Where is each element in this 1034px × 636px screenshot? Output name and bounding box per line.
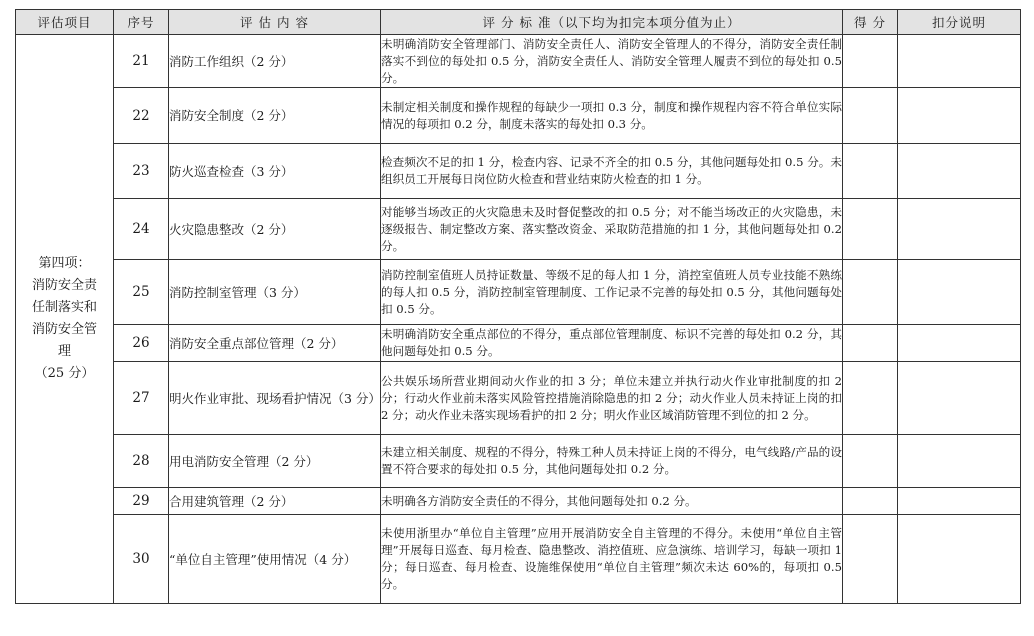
category-line: 消防安全责 xyxy=(31,278,97,293)
row-number: 25 xyxy=(114,260,169,325)
row-content: 消防安全重点部位管理（2 分） xyxy=(169,325,381,362)
score-cell[interactable] xyxy=(843,362,898,435)
row-number: 28 xyxy=(114,435,169,488)
row-standard: 公共娱乐场所营业期间动火作业的扣 3 分；单位未建立并执行动火作业审批制度的扣 2 分；行动火作业前未落实风险管控措施消除隐患的扣 2 分；动火作业人员未持证上岗的扣 2 分；动火作业未落实现场看护的扣 2 分；明火作业区域消防管理不到位的扣 2 分。 xyxy=(381,362,843,435)
table-row xyxy=(16,144,1021,199)
deduction-note-cell[interactable] xyxy=(898,35,1021,88)
score-cell[interactable] xyxy=(843,144,898,199)
row-number: 22 xyxy=(114,88,169,144)
row-content: 明火作业审批、现场看护情况（3 分） xyxy=(169,362,381,435)
header-standard: 评 分 标 准（以下均为扣完本项分值为止） xyxy=(381,10,843,35)
deduction-note-cell[interactable] xyxy=(898,488,1021,515)
row-number: 29 xyxy=(114,488,169,515)
row-number: 23 xyxy=(114,144,169,199)
row-standard: 未使用浙里办“单位自主管理”应用开展消防安全自主管理的不得分。未使用“单位自主管理”开展每日巡查、每月检查、隐患整改、消控值班、应急演练、培训学习，每缺一项扣 1 分；每日巡查、每月检查、设施维保使用“单位自主管理”频次未达 60%的，每项扣 0.5 分。 xyxy=(381,515,843,604)
score-cell[interactable] xyxy=(843,435,898,488)
header-score: 得 分 xyxy=(843,10,898,35)
table-row xyxy=(16,325,1021,362)
category-line: 理 xyxy=(57,344,71,359)
category-line: （25 分） xyxy=(34,366,95,381)
row-content: 消防控制室管理（3 分） xyxy=(169,260,381,325)
row-content: 用电消防安全管理（2 分） xyxy=(169,435,381,488)
deduction-note-cell[interactable] xyxy=(898,199,1021,260)
score-cell[interactable] xyxy=(843,88,898,144)
category-line: 消防安全管 xyxy=(31,322,97,337)
category-line: 第四项： xyxy=(38,256,91,271)
row-standard: 未明确消防安全重点部位的不得分，重点部位管理制度、标识不完善的每处扣 0.2 分，其他问题每处扣 0.5 分。 xyxy=(381,325,843,362)
category-line: 任制落实和 xyxy=(31,300,97,315)
row-standard: 未明确消防安全管理部门、消防安全责任人、消防安全管理人的不得分，消防安全责任制落实不到位的每处扣 0.5 分，消防安全责任人、消防安全管理人履责不到位的每处扣 0.5 分。 xyxy=(381,35,843,88)
score-cell[interactable] xyxy=(843,325,898,362)
score-cell[interactable] xyxy=(843,488,898,515)
header-content: 评 估 内 容 xyxy=(169,10,381,35)
table-row xyxy=(16,199,1021,260)
row-standard: 未建立相关制度、规程的不得分，特殊工种人员未持证上岗的不得分，电气线路/产品的设置不符合要求的每处扣 0.5 分，其他问题每处扣 0.2 分。 xyxy=(381,435,843,488)
row-standard: 未明确各方消防安全责任的不得分，其他问题每处扣 0.2 分。 xyxy=(381,488,843,515)
header-deduction-note: 扣分说明 xyxy=(898,10,1021,35)
deduction-note-cell[interactable] xyxy=(898,362,1021,435)
score-cell[interactable] xyxy=(843,515,898,604)
row-number: 21 xyxy=(114,35,169,88)
table-row xyxy=(16,362,1021,435)
table-row xyxy=(16,35,1021,88)
row-content: 防火巡查检查（3 分） xyxy=(169,144,381,199)
row-standard: 消防控制室值班人员持证数量、等级不足的每人扣 1 分，消控室值班人员专业技能不熟练的每人扣 0.5 分，消防控制室管理制度、工作记录不完善的每处扣 0.5 分，其他问题每处扣 0.5 分。 xyxy=(381,260,843,325)
row-number: 24 xyxy=(114,199,169,260)
score-cell[interactable] xyxy=(843,199,898,260)
deduction-note-cell[interactable] xyxy=(898,88,1021,144)
deduction-note-cell[interactable] xyxy=(898,260,1021,325)
score-cell[interactable] xyxy=(843,35,898,88)
evaluation-table xyxy=(15,9,1021,604)
row-content: 消防工作组织（2 分） xyxy=(169,35,381,88)
table-row xyxy=(16,488,1021,515)
category-cell xyxy=(16,35,114,604)
row-number: 26 xyxy=(114,325,169,362)
table-row xyxy=(16,515,1021,604)
deduction-note-cell[interactable] xyxy=(898,435,1021,488)
table-row xyxy=(16,435,1021,488)
table-row xyxy=(16,88,1021,144)
row-content: “单位自主管理”使用情况（4 分） xyxy=(169,515,381,604)
deduction-note-cell[interactable] xyxy=(898,325,1021,362)
score-cell[interactable] xyxy=(843,260,898,325)
header-index: 序号 xyxy=(114,10,169,35)
row-number: 30 xyxy=(114,515,169,604)
row-content: 消防安全制度（2 分） xyxy=(169,88,381,144)
header-row xyxy=(16,10,1021,35)
row-number: 27 xyxy=(114,362,169,435)
row-content: 合用建筑管理（2 分） xyxy=(169,488,381,515)
row-content: 火灾隐患整改（2 分） xyxy=(169,199,381,260)
header-category: 评估项目 xyxy=(16,10,114,35)
deduction-note-cell[interactable] xyxy=(898,515,1021,604)
row-standard: 对能够当场改正的火灾隐患未及时督促整改的扣 0.5 分；对不能当场改正的火灾隐患，未逐级报告、制定整改方案、落实整改资金、采取防范措施的扣 1 分，其他问题每处扣 0.2 分。 xyxy=(381,199,843,260)
deduction-note-cell[interactable] xyxy=(898,144,1021,199)
table-row xyxy=(16,260,1021,325)
row-standard: 检查频次不足的扣 1 分，检查内容、记录不齐全的扣 0.5 分，其他问题每处扣 0.5 分。未组织员工开展每日岗位防火检查和营业结束防火检查的扣 1 分。 xyxy=(381,144,843,199)
row-standard: 未制定相关制度和操作规程的每缺少一项扣 0.3 分，制度和操作规程内容不符合单位实际情况的每项扣 0.2 分，制度未落实的每处扣 0.3 分。 xyxy=(381,88,843,144)
